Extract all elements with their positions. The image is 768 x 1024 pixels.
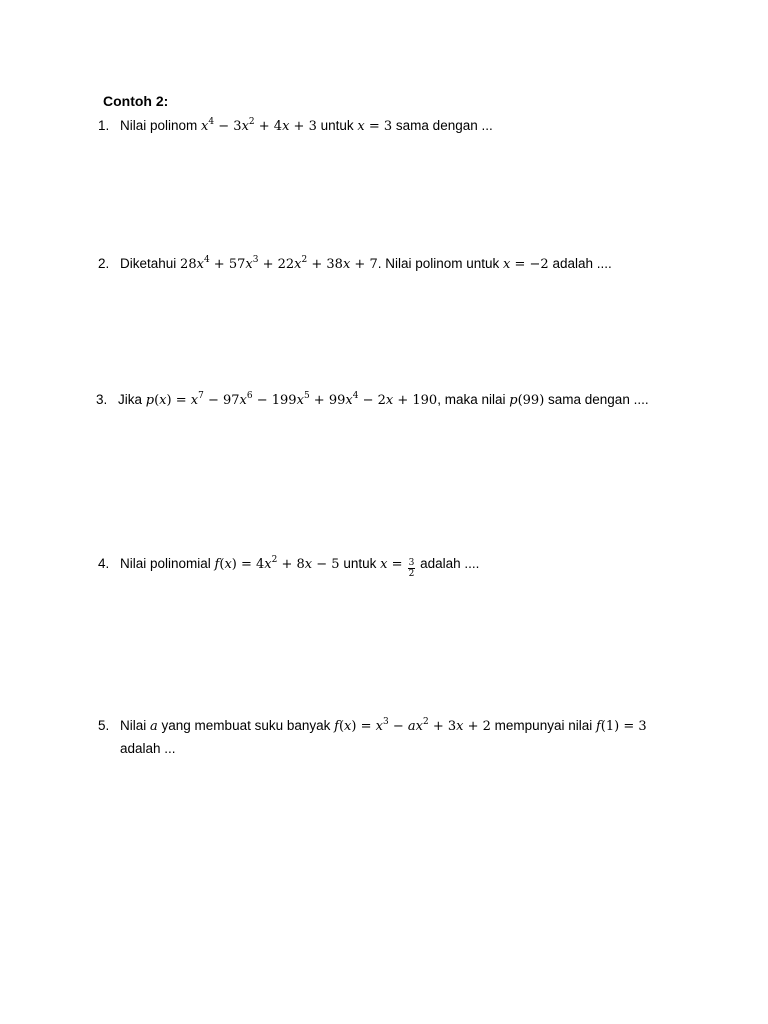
problem-text: Nilai polinom: [120, 118, 202, 133]
problem-5-continuation: adalah ...: [120, 741, 176, 756]
problem-number: 2.: [98, 256, 110, 271]
math-expression: $x^4 - 3x^2 + 4x + 3$: [201, 117, 317, 134]
math-expression: x = −2: [503, 257, 549, 272]
problem-4: [98, 554, 479, 579]
problem-text: , maka nilai: [437, 392, 510, 407]
problem-text: sama dengan ....: [544, 392, 649, 407]
problem-5: [98, 716, 647, 737]
problem-text: untuk: [339, 556, 381, 571]
problem-number: 3.: [96, 392, 108, 407]
problem-text: mempunyai nilai: [490, 718, 596, 733]
problem-text: Jika: [118, 392, 146, 407]
problem-text: . Nilai polinom untuk: [377, 256, 504, 271]
math-expression: $28x^4 + 57x^3 + 22x^2 + 38x + 7$: [180, 255, 378, 272]
math-expression: p(99): [509, 393, 545, 408]
problem-3: [96, 390, 649, 411]
math-expression: x = 3: [357, 119, 393, 134]
math-expression: $f(x) = 4x^2 + 8x - 5$: [214, 555, 340, 572]
problem-1: [98, 116, 493, 137]
problem-text: Diketahui: [120, 256, 181, 271]
math-expression: f(1) = 3: [595, 719, 647, 734]
problem-number: 4.: [98, 556, 110, 571]
math-expression: a: [150, 719, 158, 734]
problem-text: sama dengan ...: [392, 118, 493, 133]
problem-text: Nilai polinomial: [120, 556, 215, 571]
problem-text: adalah ....: [548, 256, 612, 271]
math-expression: x = $\frac{3}{2}$: [380, 557, 415, 579]
problem-text: untuk: [316, 118, 358, 133]
problem-2: [98, 254, 612, 275]
fraction: $\frac{3}{2}$: [408, 558, 415, 579]
page-heading: Contoh 2:: [103, 93, 169, 109]
problem-text: yang membuat suku banyak: [157, 718, 335, 733]
problem-number: 5.: [98, 718, 110, 733]
problem-text: Nilai: [120, 718, 151, 733]
problem-text: adalah ....: [416, 556, 480, 571]
problem-number: 1.: [98, 118, 110, 133]
math-expression: $f(x) = x^3 - ax^2 + 3x + 2$: [334, 717, 491, 734]
math-expression: $p(x) = x^7 - 97x^6 - 199x^5 + 99x^4 - 2x + 190$: [145, 391, 438, 408]
